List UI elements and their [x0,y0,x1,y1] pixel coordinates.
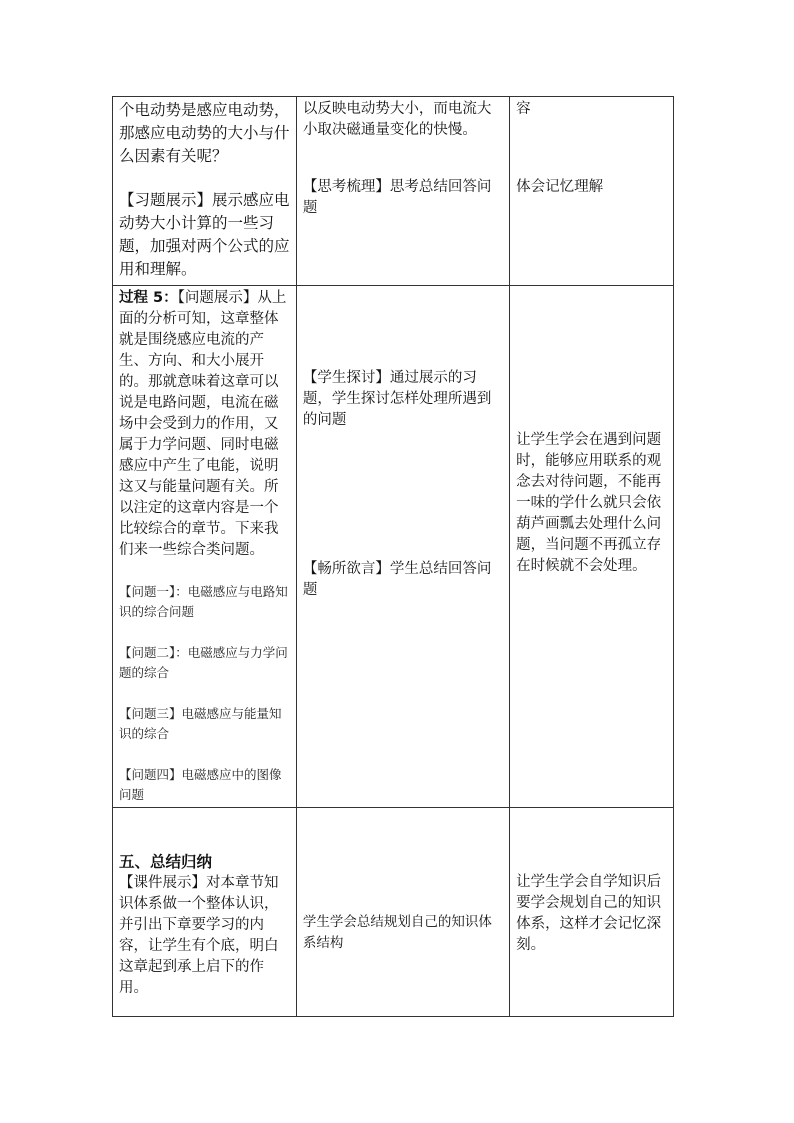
question-item: 【问题一】：电磁感应与电路知识的综合问题 [119,584,288,619]
cell-text: 体会记忆理解 [516,179,604,195]
cell-text: 【习题展示】展示感应电动势大小计算的一些习题，加强对两个公式的应用和理解。 [119,191,290,278]
table-row [113,97,674,286]
question-item: 【问题四】电磁感应中的图像问题 [119,767,282,802]
cell-text: 【畅所欲言】学生总结回答问题 [302,561,492,598]
table-cell [113,808,297,1017]
cell-text: 个电动势是感应电动势，那感应电动势的大小与什么因素有关呢？ [119,101,290,165]
table-cell [296,286,509,808]
section-heading: 五、总结归纳 [119,853,213,871]
table-cell [113,286,297,808]
table-row [113,286,674,808]
cell-text: 让学生学会自学知识后要学会规划自己的知识体系，这样才会记忆深刻。 [516,874,662,953]
question-item: 【问题三】电磁感应与能量知识的综合 [119,706,282,741]
cell-text: 让学生学会在遇到问题时，能够应用联系的观念去对待问题，不能再一味的学什么就只会依葫芦画瓢去处理什么问题，当问题不再孤立存在时候就不会处理。 [516,432,662,574]
table-cell [296,97,509,286]
table-cell [296,808,509,1017]
table-cell [510,286,674,808]
cell-text: 【问题展示】从上面的分析可知，这章整体就是围绕感应电流的产生、方向、和大小展开的。那就意味着这章可以说是电路问题，电流在磁场中会受到力的作用，又属于力学问题、同时电磁感应中产生了电能，说明这又与能量问题有关。所以注定的这章内容是一个比较综合的章节。下来我们来一些综合类问题。 [119,290,287,558]
cell-text: 以反映电动势大小，而电流大小取决磁通量变化的快慢。 [302,101,492,138]
question-item: 【问题二】：电磁感应与力学问题的综合 [119,645,288,680]
table-cell [510,97,674,286]
lesson-plan-table [112,96,674,1017]
process-heading: 过程 5： [119,290,178,306]
cell-text: 【思考梳理】思考总结回答问题 [302,179,492,216]
table-cell [510,808,674,1017]
table-row [113,808,674,1017]
cell-text: 【学生探讨】通过展示的习题，学生探讨怎样处理所遇到的问题 [302,370,492,428]
process-paragraph [119,288,290,561]
table-cell [113,97,297,286]
cell-text: 学生学会总结规划自己的知识体系结构 [302,914,492,951]
cell-text: 容 [516,101,531,117]
cell-text: 【课件展示】对本章节知识体系做一个整体认识，并引出下章要学习的内容，让学生有个底，明白这章起到承上启下的作用。 [119,875,279,996]
